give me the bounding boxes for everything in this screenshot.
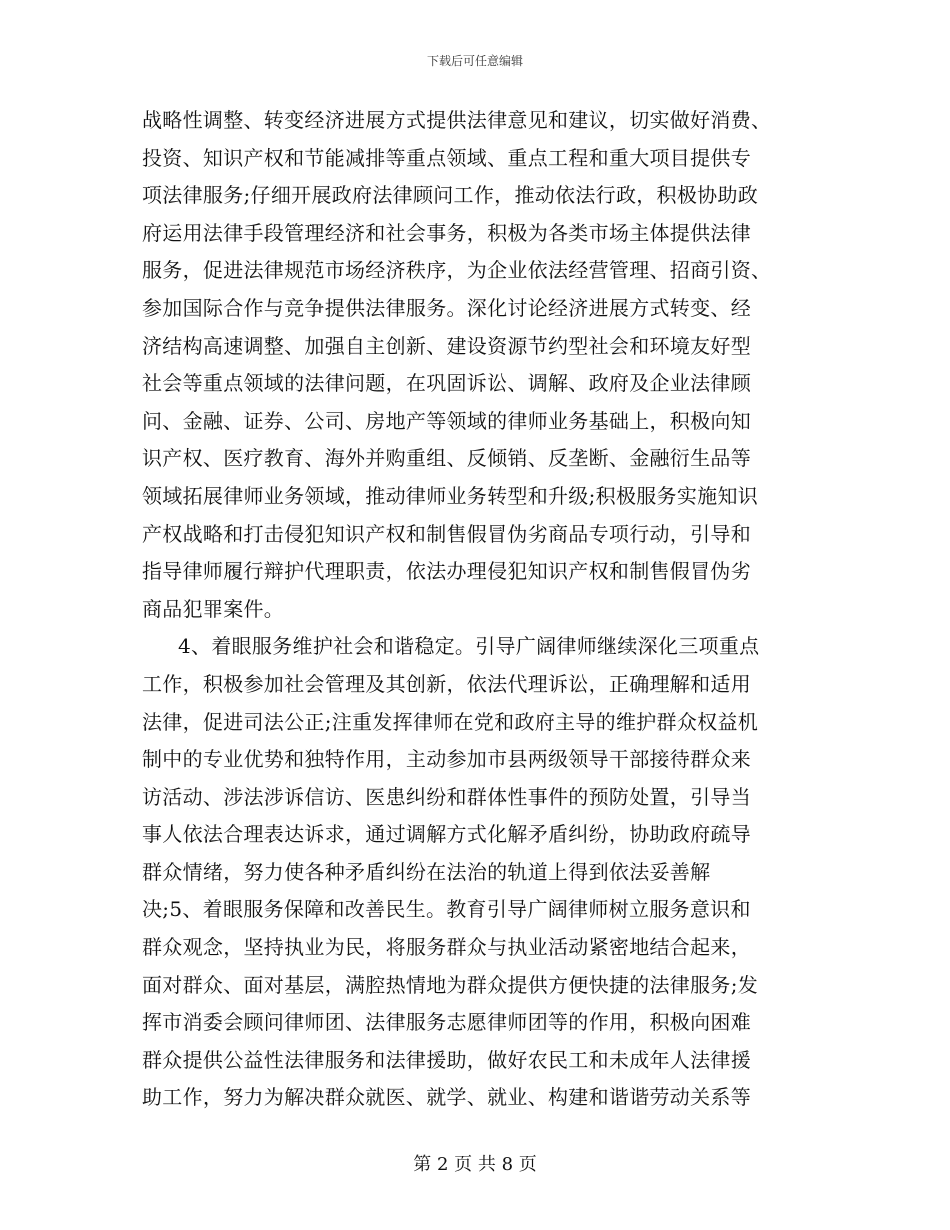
text-line: 群众观念，坚持执业为民，将服务群众与执业活动紧密地结合起来， [142,935,751,960]
text-line: 面对群众、面对基层，满腔热情地为群众提供方便快捷的法律服务;发 [142,972,759,997]
text-line: 济结构高速调整、加强自主创新、建设资源节约型社会和环境友好型 [142,333,751,358]
text-line: 服务，促进法律规范市场经济秩序，为企业依法经营管理、招商引资、 [142,258,772,283]
text-line: 助工作，努力为解决群众就医、就学、就业、构建和谐谐劳动关系等 [142,1085,751,1110]
text-line: 群众情绪，努力使各种矛盾纠纷在法治的轨道上得到依法妥善解 [142,859,711,884]
text-line: 法律，促进司法公正;注重发挥律师在党和政府主导的维护群众权益机 [142,709,759,734]
text-line: 商品犯罪案件。 [142,596,285,621]
text-line: 产权战略和打击侵犯知识产权和制售假冒伪劣商品专项行动，引导和 [142,521,751,546]
text-line: 访活动、涉法涉诉信访、医患纠纷和群体性事件的预防处置，引导当 [142,784,751,809]
text-line: 挥市消委会顾问律师团、法律服务志愿律师团等的作用，积极向困难 [142,1010,751,1035]
text-line: 事人依法合理表达诉求，通过调解方式化解矛盾纠纷，协助政府疏导 [142,822,751,847]
text-line: 群众提供公益性法律服务和法律援助，做好农民工和未成年人法律援 [142,1047,751,1072]
text-line: 决;5、着眼服务保障和改善民生。教育引导广阔律师树立服务意识和 [142,897,751,922]
text-line: 投资、知识产权和节能减排等重点领域、重点工程和重大项目提供专 [142,145,751,170]
text-line: 制中的专业优势和独特作用，主动参加市县两级领导干部接待群众来 [142,747,751,772]
text-line: 参加国际合作与竞争提供法律服务。深化讨论经济进展方式转变、经 [142,295,751,320]
paragraph-start-line: 4、着眼服务维护社会和谐稳定。引导广阔律师继续深化三项重点 [178,634,760,659]
text-line: 领域拓展律师业务领域，推动律师业务转型和升级;积极服务实施知识 [142,483,759,508]
page-number-footer: 第 2 页 共 8 页 [413,1154,537,1175]
text-line: 识产权、医疗教育、海外并购重组、反倾销、反垄断、金融衍生品等 [142,446,751,471]
document-body [142,102,808,1117]
text-line: 府运用法律手段管理经济和社会事务，积极为各类市场主体提供法律 [142,220,751,245]
text-line: 社会等重点领域的法律问题，在巩固诉讼、调解、政府及企业法律顾 [142,371,751,396]
text-line: 项法律服务;仔细开展政府法律顾问工作，推动依法行政，积极协助政 [142,183,759,208]
text-line: 问、金融、证券、公司、房地产等领域的律师业务基础上，积极向知 [142,408,751,433]
text-line: 指导律师履行辩护代理职责，依法办理侵犯知识产权和制售假冒伪劣 [142,559,751,584]
text-line: 战略性调整、转变经济进展方式提供法律意见和建议，切实做好消费、 [142,108,772,132]
text-line: 工作，积极参加社会管理及其创新，依法代理诉讼，正确理解和适用 [142,671,751,696]
page-header: 下载后可任意编辑 [426,54,523,68]
